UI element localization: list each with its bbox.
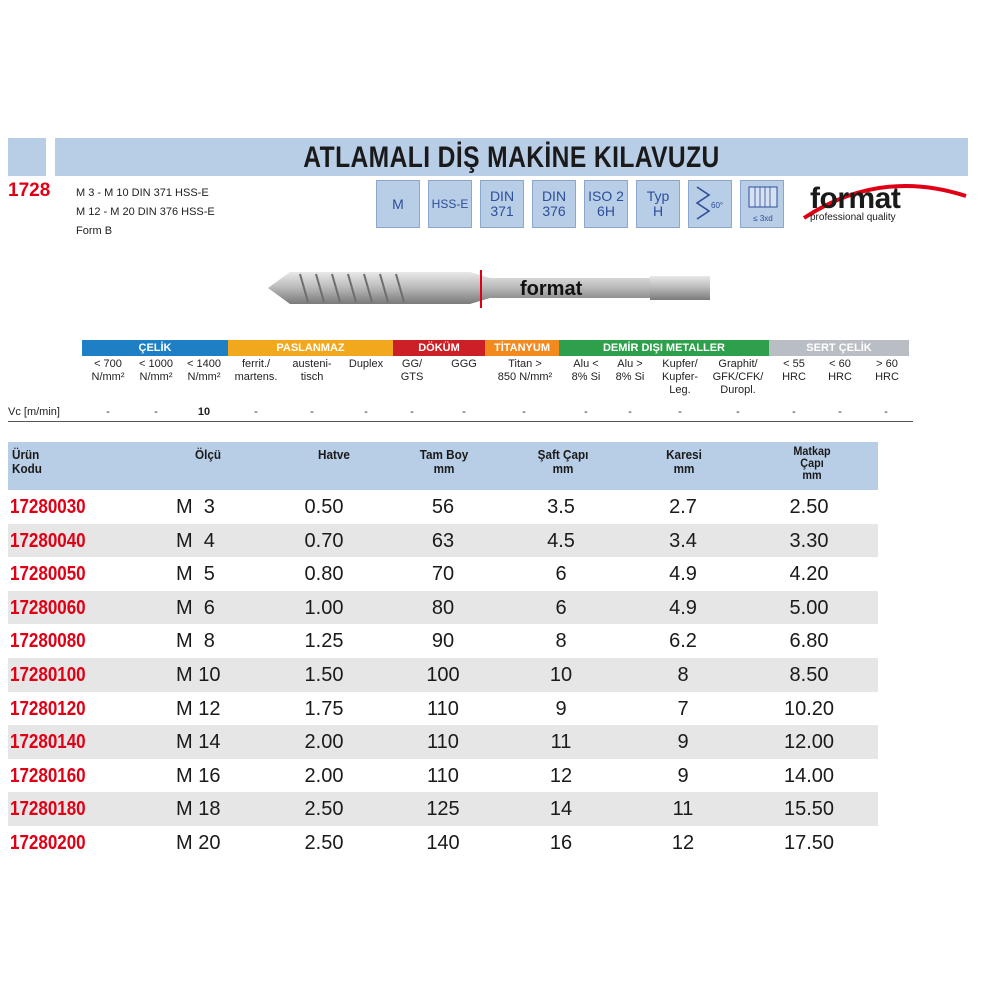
tap-tool-image [260, 262, 720, 314]
page-title: ATLAMALI DİŞ MAKİNE KILAVUZU [303, 141, 720, 174]
cell-length: 140 [426, 831, 460, 854]
material-dokum: DÖKÜM [393, 340, 485, 356]
cell-size: M 14 [176, 731, 221, 754]
cell-code: 17280080 [10, 630, 86, 653]
header-pitch: Hatve [318, 447, 350, 462]
table-row [8, 725, 878, 759]
vc-value: - [792, 406, 796, 418]
cell-size: M 3 [176, 496, 215, 518]
badge-iso-text: ISO 2 6H [588, 188, 624, 219]
badge-din371 [480, 180, 524, 228]
cell-shank: 12 [549, 764, 573, 787]
cell-square: 8 [677, 663, 689, 686]
cell-drill: 5.00 [789, 596, 829, 619]
mat-sub: Alu < 8% Si [571, 358, 601, 383]
cell-shank: 8 [555, 630, 567, 653]
cell-code: 17280200 [10, 831, 86, 854]
cell-shank: 6 [555, 596, 567, 619]
cell-drill: 8.50 [789, 663, 829, 686]
table-row [8, 792, 878, 826]
spec-lines [76, 184, 215, 241]
vc-value: - [462, 406, 466, 418]
cell-length: 110 [427, 731, 459, 754]
mat-sub: < 1000 N/mm² [139, 358, 173, 383]
mat-sub: < 1400 N/mm² [187, 358, 221, 383]
cell-length: 70 [431, 563, 455, 586]
cell-size: M 6 [176, 596, 215, 619]
mat-sub: GGG [451, 358, 477, 370]
material-header [82, 340, 909, 356]
header-size: Ölçü [194, 447, 222, 462]
vc-value: - [254, 406, 258, 418]
mat-sub: > 60 HRC [875, 358, 899, 383]
cell-square: 4.9 [669, 596, 697, 619]
cell-code: 17280040 [10, 529, 86, 552]
badge-din371-text: DIN 371 [489, 188, 515, 219]
vc-value: - [310, 406, 314, 418]
cell-code: 17280050 [10, 563, 86, 586]
header-shank: Şaft Çapı mm [537, 447, 589, 476]
cell-pitch: 1.75 [304, 697, 344, 720]
mat-sub: austeni- tisch [292, 358, 332, 383]
table-row [8, 624, 878, 658]
vc-value: 10 [197, 406, 211, 418]
cell-pitch: 1.25 [304, 630, 344, 653]
mat-sub: Graphit/ GFK/CFK/ Duropl. [712, 358, 764, 396]
cell-size: M 16 [176, 764, 221, 787]
vc-value: - [584, 406, 588, 418]
mat-sub: ferrit./ martens. [234, 358, 278, 383]
cell-pitch: 2.50 [304, 831, 344, 854]
cell-drill: 4.20 [789, 563, 829, 586]
cell-code: 17280120 [10, 697, 86, 720]
mat-sub: Duplex [348, 358, 384, 370]
table-row [8, 591, 878, 625]
logo-word: format [810, 182, 901, 215]
cell-length: 80 [431, 596, 455, 619]
cell-drill: 14.00 [783, 764, 835, 787]
badge-din376-text: DIN 376 [541, 188, 567, 219]
vc-value: - [154, 406, 158, 418]
cell-code: 17280140 [10, 731, 86, 754]
thread-depth-icon [740, 180, 784, 228]
cell-size: M 20 [176, 831, 221, 854]
mat-sub: Alu > 8% Si [615, 358, 645, 383]
badge-typ [636, 180, 680, 228]
cell-square: 2.7 [669, 496, 697, 518]
cell-drill: 6.80 [789, 630, 829, 653]
spec-line: Form B [76, 225, 113, 237]
cell-length: 90 [431, 630, 455, 653]
cell-drill: 3.30 [789, 529, 829, 552]
material-celik: ÇELİK [82, 340, 228, 356]
cell-size: M 18 [176, 798, 221, 821]
cell-code: 17280100 [10, 663, 86, 686]
depth-text: ≤ 3xd [753, 214, 773, 223]
vc-value: - [364, 406, 368, 418]
table-row [8, 490, 878, 524]
cell-drill: 15.50 [783, 798, 835, 821]
cell-drill: 17.50 [783, 831, 835, 854]
header-length: Tam Boy mm [419, 447, 469, 476]
cell-pitch: 2.00 [304, 731, 344, 754]
cell-shank: 3.5 [547, 496, 575, 518]
cell-square: 9 [677, 731, 689, 754]
cell-shank: 14 [549, 798, 573, 821]
cell-shank: 11 [550, 731, 572, 754]
group-code: 1728 [8, 180, 51, 201]
cell-length: 110 [427, 697, 459, 720]
header-drill: Matkap Çapı mm [793, 444, 831, 482]
cell-size: M 12 [176, 697, 221, 720]
table-row [8, 692, 878, 726]
cell-code: 17280180 [10, 798, 86, 821]
badge-hss: HSS-E [428, 180, 472, 228]
vc-value: - [410, 406, 414, 418]
thread-angle-icon [688, 180, 732, 228]
table-row [8, 826, 878, 860]
table-row [8, 557, 878, 591]
table-body [8, 490, 878, 860]
vc-value: - [884, 406, 888, 418]
format-logo [800, 178, 970, 230]
vc-value: - [522, 406, 526, 418]
cell-pitch: 0.70 [304, 529, 344, 552]
mat-sub: Kupfer/ Kupfer- Leg. [661, 358, 699, 396]
cell-pitch: 1.00 [304, 596, 344, 619]
cell-square: 11 [672, 798, 694, 821]
badge-typ-text: Typ H [646, 188, 670, 219]
spec-badges [376, 180, 784, 228]
cell-pitch: 2.00 [304, 764, 344, 787]
vc-value: - [106, 406, 110, 418]
mat-sub: < 700 N/mm² [91, 358, 125, 383]
cell-code: 17280030 [10, 496, 86, 518]
vc-label: Vc [m/min] [8, 406, 60, 418]
cell-length: 110 [427, 764, 459, 787]
material-paslanmaz: PASLANMAZ [228, 340, 393, 356]
mat-sub: GG/ GTS [400, 358, 424, 383]
table-row [8, 524, 878, 558]
cell-shank: 16 [549, 831, 573, 854]
cell-square: 4.9 [669, 563, 697, 586]
cell-square: 12 [671, 831, 695, 854]
cell-drill: 10.20 [783, 697, 835, 720]
mat-sub: Titan > 850 N/mm² [497, 358, 553, 383]
header-square: Karesi mm [666, 447, 702, 476]
vc-value: - [628, 406, 632, 418]
mat-sub: < 55 HRC [782, 358, 806, 383]
cell-square: 3.4 [669, 529, 697, 552]
angle-text: 60° [711, 201, 724, 210]
material-demir: DEMİR DIŞI METALLER [559, 340, 769, 356]
cell-size: M 5 [176, 563, 215, 586]
table-header [8, 442, 878, 490]
cell-size: M 10 [176, 663, 221, 686]
cell-drill: 12.00 [783, 731, 835, 754]
title-square [8, 138, 46, 176]
spec-line: M 3 - M 10 DIN 371 HSS-E [76, 187, 209, 199]
cell-code: 17280160 [10, 764, 86, 787]
cell-length: 125 [426, 798, 460, 821]
cell-length: 56 [431, 496, 455, 518]
cell-square: 7 [677, 697, 689, 720]
tool-label: format [520, 278, 583, 300]
vc-value: - [678, 406, 682, 418]
cell-length: 63 [431, 529, 455, 552]
cell-shank: 10 [549, 663, 573, 686]
cell-square: 9 [677, 764, 689, 787]
cell-shank: 6 [555, 563, 567, 586]
cell-drill: 2.50 [789, 496, 829, 518]
vc-value: - [736, 406, 740, 418]
logo-tagline: professional quality [810, 212, 896, 223]
spec-line: M 12 - M 20 DIN 376 HSS-E [76, 206, 215, 218]
badge-din376 [532, 180, 576, 228]
mat-sub: < 60 HRC [828, 358, 852, 383]
vc-value: - [838, 406, 842, 418]
cell-pitch: 2.50 [304, 798, 344, 821]
badge-m: M [376, 180, 420, 228]
badge-iso [584, 180, 628, 228]
material-sert: SERT ÇELİK [769, 340, 909, 356]
cell-length: 100 [426, 663, 460, 686]
product-table [8, 442, 878, 860]
cell-square: 6.2 [669, 630, 697, 653]
title-band [55, 138, 968, 176]
cell-shank: 4.5 [547, 529, 575, 552]
cell-pitch: 0.50 [304, 496, 344, 518]
cell-pitch: 0.80 [304, 563, 344, 586]
table-row [8, 658, 878, 692]
table-row [8, 759, 878, 793]
material-titanyum: TİTANYUM [485, 340, 559, 356]
cell-code: 17280060 [10, 596, 86, 619]
cell-size: M 8 [176, 630, 215, 653]
cell-size: M 4 [176, 529, 215, 552]
cell-shank: 9 [555, 697, 567, 720]
cell-pitch: 1.50 [304, 663, 344, 686]
header-code: Ürün Kodu [12, 447, 42, 476]
